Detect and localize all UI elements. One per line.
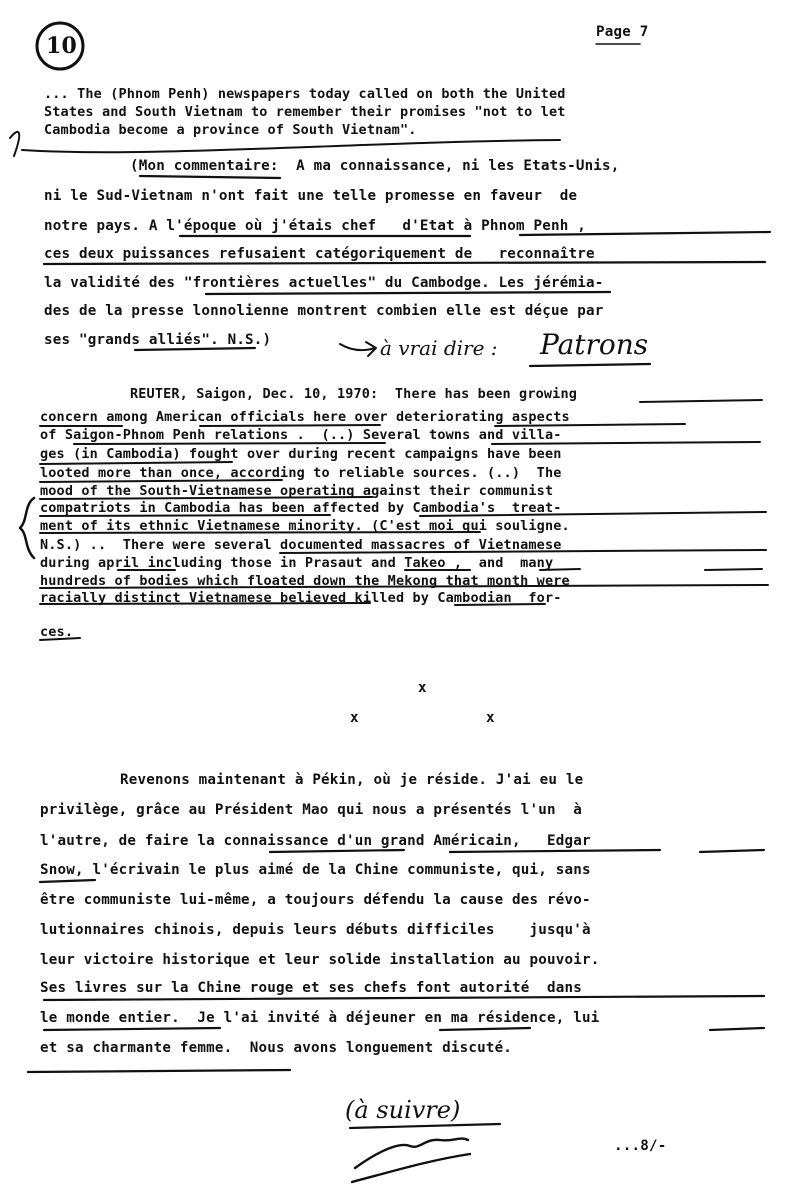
note-arrow [340,342,376,356]
body-line: et sa charmante femme. Nous avons longuement discuté. [40,1040,513,1056]
body-line: être communiste lui-même, a toujours défendu la cause des révo- [40,892,591,908]
reuter-line: ces. [40,624,74,640]
closing-note: (à suivre) [345,1096,461,1124]
commentary-line: la validité des "frontières actuelles" du Cambodge. Les jérémia- [44,275,604,291]
body-line: Ses livres sur la Chine rouge et ses chefs font autorité dans [40,980,582,996]
commentary-line: ses "grands alliés". N.S.) [44,332,272,348]
commentary-line: ces deux puissances refusaient catégoriquement de reconnaître [44,246,595,262]
body-line: privilège, grâce au Président Mao qui nous a présentés l'un à [40,802,582,818]
body-line: lutionnaires chinois, depuis leurs débuts difficiles jusqu'à [40,922,591,938]
separator-mark: x [350,710,359,726]
reuter-line: ment of its ethnic Vietnamese minority. (C'est moi qui souligne. [40,518,570,534]
page-label: Page 7 [596,24,649,40]
reuter-line: during april including those in Prasaut and Takeo , and many [40,555,554,571]
circled-page-number: 10 [46,33,78,59]
reuter-line: ges (in Cambodia) fought over during recent campaigns have been [40,446,562,462]
commentary-line: (Mon commentaire: A ma connaissance, ni les Etats-Unis, [130,158,620,174]
quote-line: States and South Vietnam to remember their promises "not to let [44,104,566,120]
reuter-line: hundreds of bodies which floated down the Mekong that month were [40,573,570,589]
signature [352,1139,470,1182]
commentary-line: ni le Sud-Vietnam n'ont fait une telle promesse en faveur de [44,188,578,204]
continuation-marker: ...8/- [614,1138,667,1154]
body-line: l'autre, de faire la connaissance d'un grand Américain, Edgar [40,833,591,849]
reuter-line: looted more than once, according to reliable sources. (..) The [40,465,562,481]
reuter-line: of Saigon-Phnom Penh relations . (..) Several towns and villa- [40,427,562,443]
commentary-line: des de la presse lonnolienne montrent combien elle est déçue par [44,303,604,319]
reuter-line: concern among American officials here over deteriorating aspects [40,409,570,425]
handwritten-note: à vrai dire : [380,336,498,360]
reuter-line: compatriots in Cambodia has been affected by Cambodia's treat- [40,500,562,516]
separator-mark: x [418,680,427,696]
quote-line: ... The (Phnom Penh) newspapers today called on both the United [44,86,566,102]
quote-line: Cambodia become a province of South Vietnam". [44,122,417,138]
body-line: Revenons maintenant à Pékin, où je réside. J'ai eu le [120,772,584,788]
margin-brace-reuter [20,498,34,558]
reuter-line: mood of the South-Vietnamese operating against their communist [40,483,554,499]
commentary-line: notre pays. A l'époque où j'étais chef d'Etat à Phnom Penh , [44,218,586,234]
body-line: leur victoire historique et leur solide installation au pouvoir. [40,952,600,968]
handwritten-word: Patrons [540,328,649,361]
patrons-underline [530,364,650,366]
body-line: le monde entier. Je l'ai invité à déjeuner en ma résidence, lui [40,1010,600,1026]
reuter-line: REUTER, Saigon, Dec. 10, 1970: There has been growing [130,386,577,402]
closing-note-underline [350,1124,500,1128]
reuter-line: N.S.) .. There were several documented massacres of Vietnamese [40,537,562,553]
reuter-line: racially distinct Vietnamese believed killed by Cambodian for- [40,590,562,606]
separator-mark: x [486,710,495,726]
body-line: Snow, l'écrivain le plus aimé de la Chine communiste, qui, sans [40,862,591,878]
